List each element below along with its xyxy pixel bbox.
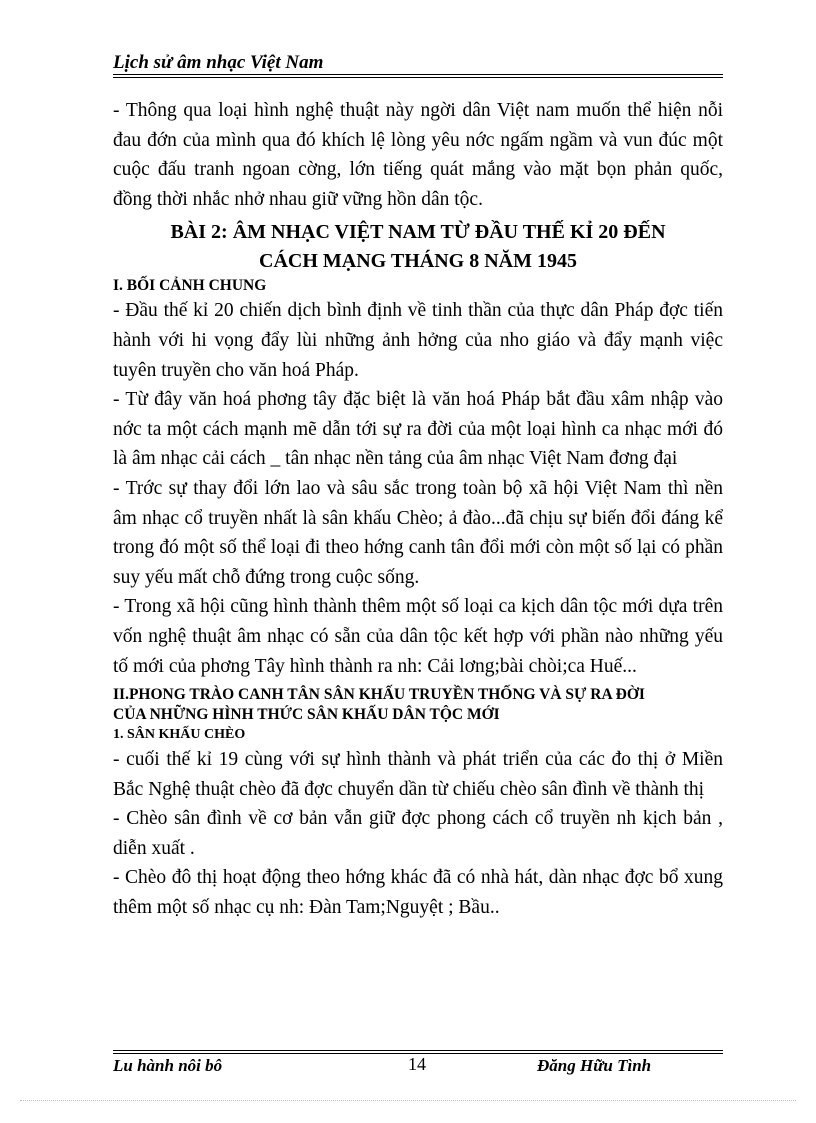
subsection-1-paragraph-3: - Chèo đô thị hoạt động theo hớng khác đã có nhà hát, dàn nhạc đợc bổ xung thêm một số nhạc cụ nh: Đàn Tam;Nguyệt ; Bầu.. — [113, 867, 723, 919]
section-1-paragraph-4: - Trong xã hội cũng hình thành thêm một số loại ca kịch dân tộc mới dựa trên vốn nghệ thuật âm nhạc có sẵn của dân tộc kết hợp với phần nào những yếu tố mới của phơng Tây hình thành ra nh: Cải lơng;bài chòi;ca Huế... — [113, 596, 723, 677]
page-bottom-dotted-border — [20, 1100, 796, 1101]
section-1-paragraph-1: - Đầu thế kỉ 20 chiến dịch bình định về tinh thần của thực dân Pháp đợc tiến hành với hi vọng đẩy lùi những ảnh hởng của nho giáo và đẩy mạnh việc tuyên truyền cho văn hoá Pháp. — [113, 300, 723, 381]
header-rule — [113, 74, 723, 75]
subsection-1-paragraph-2: - Chèo sân đình về cơ bản vẫn giữ đợc phong cách cổ truyền nh kịch bản , diễn xuất . — [113, 808, 723, 859]
subsection-1-paragraph-1: - cuối thế kỉ 19 cùng với sự hình thành và phát triển của các đo thị ở Miền Bắc Nghệ thuật chèo đã đợc chuyển dần từ chiếu chèo sân đình về thành thị — [113, 749, 723, 800]
page-number: 14 — [408, 1054, 426, 1074]
section-1-heading: I. BỐI CẢNH CHUNG — [113, 277, 267, 295]
lesson-title-line-1: BÀI 2: ÂM NHẠC VIỆT NAM TỪ ĐẦU THẾ KỈ 20 ĐẾN — [170, 221, 666, 244]
section-1-paragraph-2: - Từ đây văn hoá phơng tây đặc biệt là văn hoá Pháp bắt đầu xâm nhập vào nớc ta một cách mạnh mẽ dẫn tới sự ra đời của một loại hình ca nhạc mới đó là âm nhạc cải cách _ tân nhạc nền tảng của âm nhạc Việt Nam đơng đại — [113, 389, 723, 470]
subsection-1-heading: 1. SÂN KHẤU CHÈO — [113, 727, 246, 743]
page-body — [113, 96, 723, 923]
footer-circulation-note: Lu hành nôi bô — [113, 1056, 223, 1075]
intro-paragraph: - Thông qua loại hình nghệ thuật này ngời dân Việt nam muốn thể hiện nỗi đau đớn của mình qua đó khích lệ lòng yêu nớc ngấm ngầm và vun đúc một cuộc đấu tranh ngoan cờng, lớn tiếng quát mắng vào mặt bọn phản quốc, đồng thời nhắc nhở nhau giữ vững hồn dân tộc. — [113, 100, 723, 210]
running-header: Lịch sử âm nhạc Việt Nam — [113, 52, 324, 73]
footer-rule-thin — [113, 1050, 723, 1051]
section-2-heading-line-2: CỦA NHỮNG HÌNH THỨC SÂN KHẤU DÂN TỘC MỚI — [113, 706, 500, 724]
section-1-paragraph-3: - Trớc sự thay đổi lớn lao và sâu sắc trong toàn bộ xã hội Việt Nam thì nền âm nhạc cổ truyền nhất là sân khấu Chèo; ả đào...đã chịu sự biến đổi đáng kể trong đó một số thể loại đi theo hớng canh tân đổi mới còn một số lại có phần suy yếu mất chỗ đứng trong cuộc sống. — [113, 477, 723, 588]
footer-author: Đăng Hữu Tình — [537, 1056, 652, 1075]
section-2-heading-line-1: II.PHONG TRÀO CANH TÂN SÂN KHẤU TRUYỀN THỐNG VÀ SỰ RA ĐỜI — [113, 686, 645, 704]
lesson-title-line-2: CÁCH MẠNG THÁNG 8 NĂM 1945 — [259, 250, 577, 273]
header-rule-thin — [113, 77, 723, 78]
